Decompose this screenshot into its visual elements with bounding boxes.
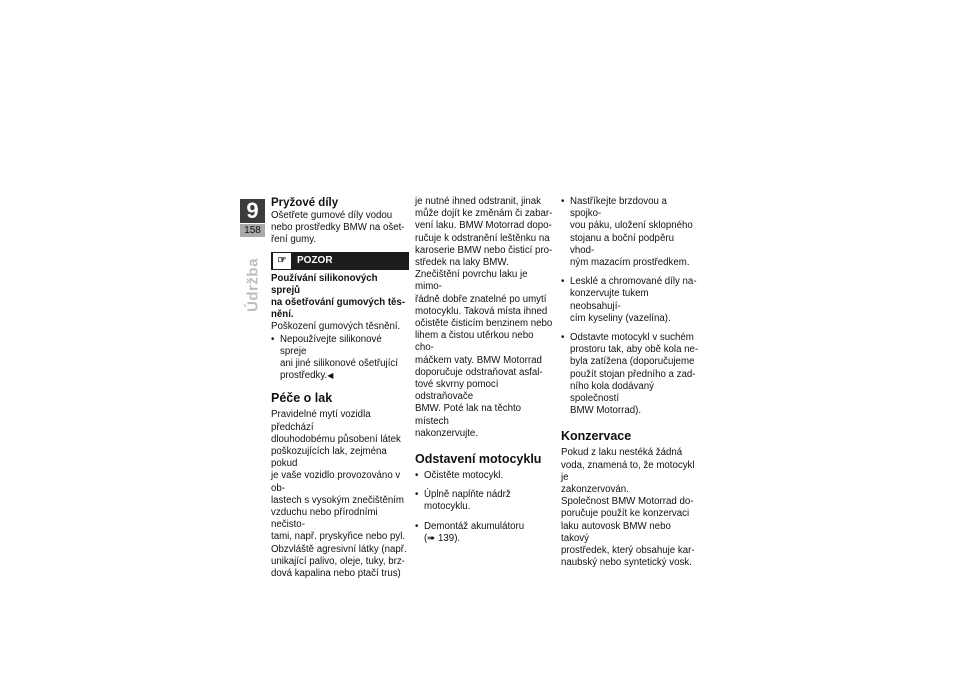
storage-list bbox=[561, 196, 699, 417]
heading-paint-care: Péče o lak bbox=[271, 391, 333, 406]
chapter-tab bbox=[240, 240, 266, 330]
paint-text: Pravidelné mytí vozidla předchází dlouhodobému působení látek poškozujících lak, zejména pokud je vaše vozidlo provozováno v ob- lastech s vysokým znečištěním vzduchu nebo přírodními nečisto- tami, např. pryskyřice nebo pyl. Obzvláště agresivní látky (např. unikající palivo, oleje, tuky, brz- dová kapalina nebo ptačí trus) bbox=[271, 409, 407, 580]
warning-list bbox=[271, 334, 409, 383]
chapter-title: Údržba bbox=[244, 258, 262, 312]
list-item: • Nepoužívejte silikonové spreje ani jiné silikonové ošetřující prostředky.◀ bbox=[271, 334, 409, 383]
list-item: • Demontáž akumulátoru (➠ 139). bbox=[415, 521, 553, 545]
hand-warning-icon: ☞ bbox=[273, 253, 291, 269]
column-1 bbox=[271, 196, 409, 580]
paint-text-continued: je nutné ihned odstranit, jinak může dojít ke změnám či zabar- vení laku. BMW Motorrad dopo- ručuje k odstranění leštěnku na karoserie BMW nebo čisticí pro- středek na laky BMW. Znečištění povrchu laku je mimo- řádně dobře znatelné po umytí motocyklu. Taková místa ihned očistěte čisticím benzinem nebo lihem a čistou utěrkou nebo cho- máčkem vaty. BMW Motorrad doporučuje odstraňovat asfal- tové skvrny pomocí odstraňovače BMW. Poté lak na těchto místech nakonzervujte. bbox=[415, 196, 553, 439]
heading-shutdown: Odstavení motocyklu bbox=[415, 452, 542, 467]
list-item: • Očistěte motocykl. bbox=[415, 470, 553, 482]
heading-rubber-parts: Pryžové díly bbox=[271, 197, 339, 209]
chapter-number: 9 bbox=[240, 199, 265, 223]
warning-banner bbox=[271, 252, 409, 270]
list-item: • Lesklé a chromované díly na- konzervujte tukem neobsahují- cím kyseliny (vazelína). bbox=[561, 276, 699, 325]
rubber-intro: Ošetřete gumové díly vodou nebo prostředky BMW na ošet- ření gumy. bbox=[271, 210, 405, 246]
list-item: • Odstavte motocykl v suchém prostoru tak, aby obě kola ne- byla zatížena (doporučujeme použít stojan předního a zad- ního kola dodávaný společností BMW Motorrad). bbox=[561, 332, 699, 417]
list-item: • Nastříkejte brzdovou a spojko- vou páku, uložení sklopného stojanu a boční podpěru vhod- ným mazacím prostředkem. bbox=[561, 196, 699, 269]
warning-label: POZOR bbox=[297, 254, 333, 266]
list-item: • Úplně naplňte nádrž motocyklu. bbox=[415, 489, 553, 513]
page-number: 158 bbox=[240, 224, 265, 237]
heading-conservation: Konzervace bbox=[561, 429, 632, 444]
warning-text: Poškození gumových těsnění. bbox=[271, 321, 401, 333]
column-2 bbox=[415, 196, 553, 545]
shutdown-list bbox=[415, 470, 553, 545]
conservation-text: Pokud z laku nestéká žádná voda, znamená to, že motocykl je zakonzervován. Společnost BMW Motorrad do- poručuje použít ke konzervaci laku autovosk BMW nebo takový prostředek, který obsahuje kar- naubský nebo syntetický vosk. bbox=[561, 447, 695, 569]
end-mark-icon: ◀ bbox=[327, 371, 334, 381]
column-3 bbox=[561, 196, 699, 569]
warning-heading: Používání silikonových sprejů na ošetřování gumových těs- nění. bbox=[271, 272, 406, 321]
